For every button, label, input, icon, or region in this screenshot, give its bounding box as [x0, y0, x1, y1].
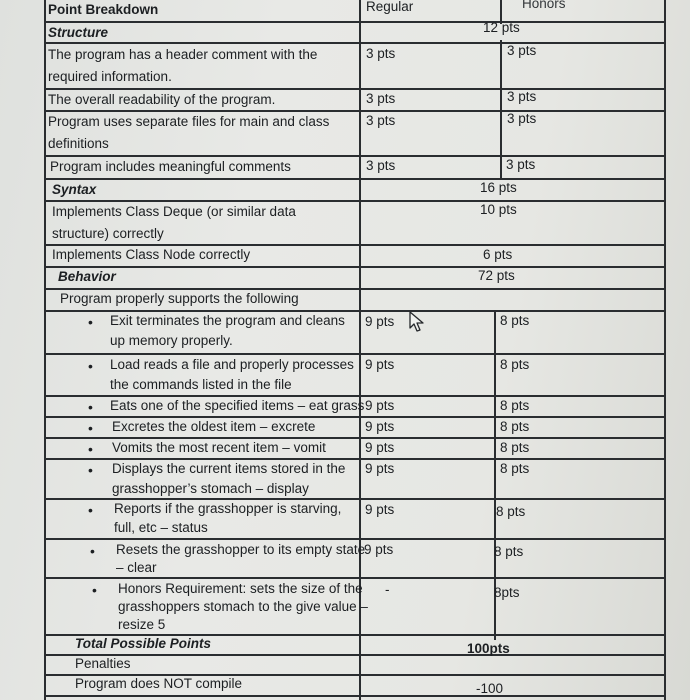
structure-total: 12 pts [483, 20, 520, 35]
syntax-item-1-points: 10 pts [480, 202, 517, 217]
behavior-item-3-line1: Eats one of the specified items – eat grass [110, 398, 365, 413]
no-compile-label: Program does NOT compile [75, 676, 243, 691]
behavior-item-5-honors: 8 pts [500, 440, 530, 455]
behavior-item-6-regular: 9 pts [365, 461, 395, 476]
syntax-item-1-line2: structure) correctly [52, 226, 164, 241]
behavior-item-6-honors: 8 pts [500, 461, 530, 476]
structure-item-4-regular: 3 pts [366, 158, 396, 173]
behavior-item-9-regular: - [385, 582, 390, 597]
behavior-item-7-line1: Reports if the grasshopper is starving, [114, 501, 342, 516]
behavior-total: 72 pts [478, 268, 515, 283]
structure-title: Structure [48, 25, 109, 40]
behavior-item-5-regular: 9 pts [365, 440, 395, 455]
bullet: • [88, 358, 93, 374]
behavior-item-9-honors: 8pts [494, 585, 520, 600]
behavior-item-9-line2: grasshoppers stomach to the give value – [118, 599, 368, 614]
behavior-item-4-honors: 8 pts [500, 419, 530, 434]
rule [44, 266, 666, 268]
bullet: • [88, 314, 93, 330]
table-left-border [44, 0, 46, 700]
behavior-item-4-line1: Excretes the oldest item – excrete [112, 419, 316, 434]
behavior-item-8-regular: 9 pts [364, 542, 394, 557]
total-possible-value: 100pts [467, 641, 510, 656]
syntax-item-1-line1: Implements Class Deque (or similar data [52, 204, 296, 219]
rule [44, 21, 666, 23]
structure-item-2-honors: 3 pts [507, 89, 537, 104]
behavior-title: Behavior [58, 269, 116, 284]
behavior-item-1-honors: 8 pts [500, 313, 530, 328]
behavior-item-2-line2: the commands listed in the file [110, 377, 292, 392]
rule [44, 178, 666, 180]
structure-item-1-line2: required information. [48, 69, 172, 84]
bullet: • [88, 462, 93, 478]
behavior-intro: Program properly supports the following [60, 291, 299, 306]
behavior-item-9-line3: resize 5 [118, 617, 166, 632]
rule [44, 695, 666, 697]
behavior-item-8-honors: 8 pts [494, 544, 524, 559]
structure-item-3-line2: definitions [48, 136, 109, 151]
structure-item-4-honors: 3 pts [506, 157, 536, 172]
behavior-item-3-regular: 9 pts [365, 398, 395, 413]
behavior-item-8-line1: Resets the grasshopper to its empty state [116, 542, 366, 557]
bullet: • [92, 582, 97, 598]
behavior-item-2-honors: 8 pts [500, 357, 530, 372]
syntax-item-2-points: 6 pts [483, 247, 513, 262]
no-compile-value: -100 [476, 681, 504, 696]
structure-item-3-line1: Program uses separate files for main and class [48, 114, 330, 129]
behavior-item-9-line1: Honors Requirement: sets the size of the [118, 581, 363, 596]
rule [44, 654, 666, 656]
header-honors: Honors [522, 0, 566, 11]
structure-item-2-regular: 3 pts [366, 91, 396, 106]
structure-item-3-regular: 3 pts [366, 113, 396, 128]
behavior-item-4-regular: 9 pts [365, 419, 395, 434]
bullet: • [90, 543, 95, 559]
bullet: • [88, 399, 93, 415]
table-right-border [664, 0, 666, 700]
total-possible-label: Total Possible Points [75, 636, 212, 651]
structure-item-4-line1: Program includes meaningful comments [50, 159, 291, 174]
structure-item-1-honors: 3 pts [507, 43, 537, 58]
behavior-item-1-line1: Exit terminates the program and cleans [110, 313, 345, 328]
header-regular: Regular [366, 0, 414, 14]
behavior-item-5-line1: Vomits the most recent item – vomit [112, 440, 326, 455]
behavior-item-8-line2: – clear [116, 560, 157, 575]
behavior-item-1-regular: 9 pts [365, 314, 395, 329]
behavior-item-7-regular: 9 pts [365, 502, 395, 517]
behavior-item-6-line2: grasshopper’s stomach – display [112, 481, 309, 496]
structure-item-2-line1: The overall readability of the program. [48, 92, 276, 107]
penalties-label: Penalties [75, 656, 131, 671]
behavior-item-2-regular: 9 pts [365, 357, 395, 372]
header-label: Point Breakdown [48, 2, 159, 17]
behavior-item-6-line1: Displays the current items stored in the [112, 461, 346, 476]
bullet: • [88, 502, 93, 518]
structure-item-3-honors: 3 pts [507, 111, 537, 126]
syntax-item-2-line1: Implements Class Node correctly [52, 247, 251, 262]
behavior-item-7-line2: full, etc – status [114, 520, 208, 535]
behavior-item-1-line2: up memory properly. [110, 333, 233, 348]
behavior-item-3-honors: 8 pts [500, 398, 530, 413]
point-breakdown-table [38, 0, 668, 700]
syntax-title: Syntax [52, 182, 97, 197]
mouse-pointer-icon [408, 310, 426, 334]
behavior-item-2-line1: Load reads a file and properly processes [110, 357, 354, 372]
syntax-total: 16 pts [480, 180, 517, 195]
structure-item-1-regular: 3 pts [366, 46, 396, 61]
rule [44, 42, 666, 44]
bullet: • [88, 420, 93, 436]
structure-item-1-line1: The program has a header comment with the [48, 47, 318, 62]
bullet: • [88, 441, 93, 457]
behavior-item-7-honors: 8 pts [496, 504, 526, 519]
